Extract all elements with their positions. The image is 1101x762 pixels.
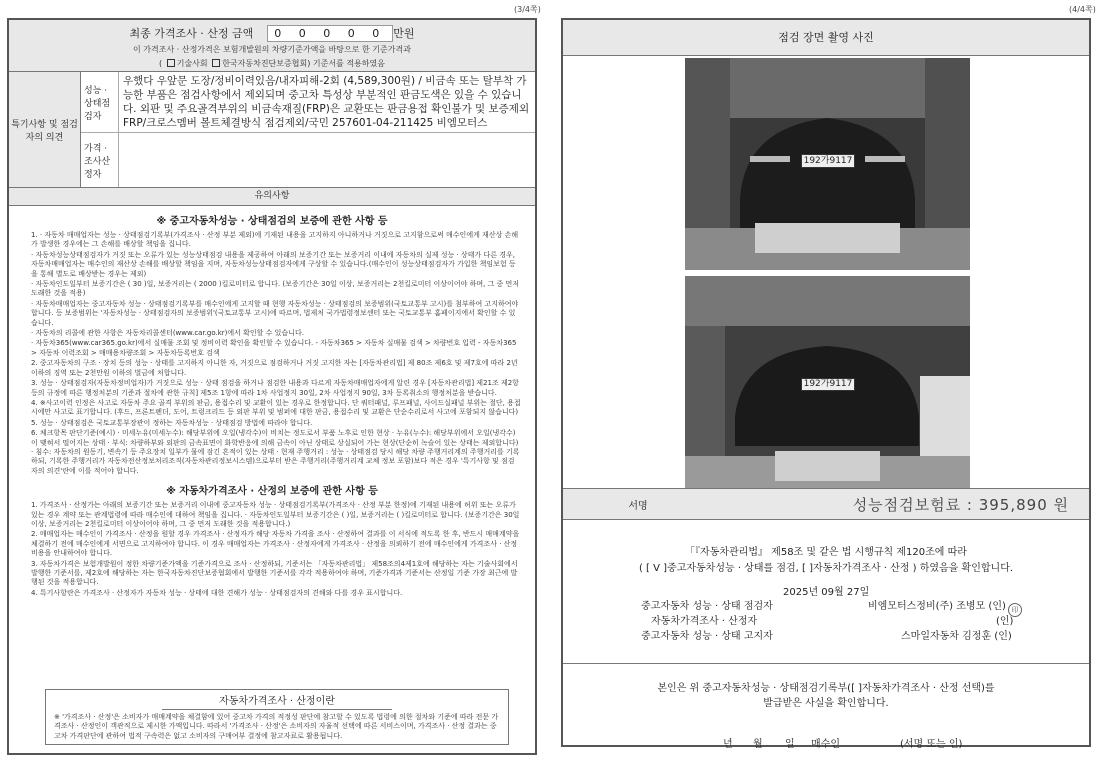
summary-amount: 0 0 0 0 0	[267, 25, 393, 42]
checkbox-icon	[167, 59, 175, 67]
notice-item: 5. 성능 · 상태점검은 국토교통부장관이 정하는 자동차성능 · 상태점검 방법에 따라야 합니다.	[31, 418, 313, 427]
section1-list	[9, 231, 535, 476]
signature-row	[563, 488, 1089, 520]
license-plate-2: 192가9117	[801, 378, 855, 391]
special-notes	[9, 72, 535, 188]
notice-item: 2. 매매업자는 매수인이 가격조사 · 산정을 원할 경우 가격조사 · 산정자가 해당 자동차 가격을 조사 · 산정하여 결과를 이 서식에 적도록 한 후, 반드시 매매계약을 체결하기 전에 매수인에게 서면으로 고지하여야 합니다. 이 경우 매매업자는 가격조사 · 산정자에게 가격조사 · 산정을 의뢰하기 전에 매수인에게 가격조사 · 산정 비용을 안내하여야 합니다.	[31, 530, 520, 558]
summary-label: 최종 가격조사 · 산정 금액	[129, 27, 254, 40]
notice-item: 4. ※사고이력 인정은 사고로 자동차 주요 골격 부위의 판금, 용접수리 및 교환이 있는 경우로 한정합니다. 단 쿼터패널, 루프패널, 사이드실패널 부위는 절단, 용접 시에만 사고로 표기합니다. (후드, 프론트펜더, 도어, 트렁크리드 등 외판 부위 및 범퍼에 대한 판금, 용접수리 및 교환은 단순수리로서 사고에 포함되지 않습니다)	[31, 398, 521, 417]
section2-title: ※ 자동차가격조사 · 산정의 보증에 관한 사항 등	[166, 486, 378, 498]
notice-item: 4. 특기사항란은 가격조사 · 산정자가 자동차 성능 · 상태에 대한 견해가 성능 · 상태점검자의 견해와 다를 경우 표시합니다.	[31, 588, 403, 597]
insurance-fee: 성능점검보험료 : 395,890 원	[852, 495, 1069, 514]
signer-name-2: (인)	[996, 616, 1014, 627]
appraiser-label: 가격 · 조사산정자	[81, 133, 119, 187]
signer-role-2: 자동차가격조사 · 산정자	[651, 616, 758, 627]
notice-item: 6. 체크항목 판단기준(예시) · 미세누유(미세누수): 해당부위에 오일(냉각수)이 비치는 정도로서 부품 노후로 인한 현상 · 누유(누수): 해당부위에서 오일(냉각수)이 맺혀서 떨어지는 상태 · 부식: 차량하부와 외판의 금속표면이 화학반응에 의해 금속이 아닌 상태로 상실되어 가는 현상(단순히 녹슬어 있는 상태는 제외합니다) · 침수: 자동차의 원동기, 변속기 등 주요장치 일부가 물에 잠긴 흔적이 있는 상태 · 현재 주행거리 : 성능 · 상태점검 당시 해당 차량 주행거리계의 주행거리를 기록하되, 기록한 주행거리가 자동차전산정보처리조직(자동차관리정보시스템)으로부터 받은 주행거리(주행거리계 교체 정보 포함)보다 적은 경우 '특기사항 및 점검자의 의견'란에 이를 적어야 합니다.	[31, 429, 520, 475]
receipt-confirmation	[563, 663, 1089, 750]
month-label: 월	[753, 739, 763, 750]
checkbox-icon	[212, 59, 220, 67]
signer-name-1: 비엠모터스정비(주) 조병모 (인) 印	[868, 597, 1022, 617]
issue-date: 2025년 09월 27일	[783, 587, 870, 598]
inspector-label: 성능 · 상태점검자	[81, 72, 119, 132]
notice-item: 3. 자동차가격은 보험개발원이 정한 차량기준가액을 기준가격으로 조사 · 산정하되, 기준서는 「자동차관리법」 제58조의4제1호에 해당하는 자는 기술사회에서 발행한 기준서를, 제2호에 해당하는 자는 한국자동차진단보증협회에서 발행한 기준서를 각각 적용하여야 하며, 기준가격과 기준서는 산정일 기준 가장 최근에 발행된 것을 적용합니다.	[31, 559, 518, 587]
law-line-2: ( [ V ]중고자동차성능 · 상태를 점검, [ ]자동차가격조사 · 산정 ) 하였음을 확인합니다.	[638, 563, 1014, 574]
left-page	[7, 18, 537, 755]
definition-title: 자동차가격조사 · 산정이란	[162, 690, 392, 710]
page-number-left: (3/4쪽)	[514, 5, 541, 14]
photo-section-title: 점검 장면 촬영 사진	[563, 20, 1089, 56]
signer-name-3: 스마일자동차 김정훈 (인)	[901, 631, 1012, 642]
summary-note-2: ( 기술사회 한국자동차진단보증협회) 기준서를 적용하였음	[159, 59, 385, 68]
notice-item: · 자동차의 리콜에 관한 사항은 자동차리콜센터(www.car.go.kr)에서 확인할 수 있습니다.	[31, 329, 304, 338]
seal-icon: 印	[1008, 603, 1022, 617]
notice-item: 1. 가격조사 · 산정가는 아래의 보증기간 또는 보증거리 이내에 중고자동차 성능 · 상태점검기록부(가격조사 · 산정 부분 한정)에 기재된 내용에 허위 또는 오류가 있는 경우 계약 또는 관계법령에 따라 매수인에 대하여 책임을 집니다. · 자동차인도일부터 보증기간은 ( )일, 보증거리는 ( )킬로미터로 합니다. (보증기간은 30일 이상, 보증거리는 2천킬로미터 이상이어야 하며, 그 중 먼저 도래한 것을 적용합니다.)	[31, 501, 520, 528]
buyer-label: 매수인	[811, 739, 840, 750]
notice-item: · 자동차성능상태점검자가 거짓 또는 오류가 있는 성능상태점검 내용을 제공하여 아래의 보증기간 또는 보증거리 이내에 자동차의 실제 성능 · 상태가 다른 경우, 자동차매매업자는 매수인의 재산상 손해를 배상할 책임을 지며, 자동차성능상태점검자에게 구상할 수 있습니다.(매수인이 성능상태점검자가 가입한 책임보험 등을 통해 별도로 배상받는 경우는 제외)	[31, 250, 516, 278]
right-page	[561, 18, 1091, 750]
license-plate-1: 192가9117	[801, 154, 855, 168]
summary-unit: 만원	[393, 27, 415, 40]
signer-role-3: 중고자동차 성능 · 상태 고지자	[641, 631, 773, 642]
inspector-opinion: 우했다 우앞문 도장/정비이력있음/내자피해-2회 (4,589,300원) / 비금속 또는 탈부착 가능한 부품은 점검사항에서 제외되며 중고차 특성상 부분적인 판금도색은 있을 수 있습니다. 외판 및 주요골격부위의 비금속재질(FRP)은 교환또는 판금용접 확인불가 및 보증제외 FRP/크로스멤버 볼트체결방식 점검제외/국민 257601-04-211425 비엠모터스	[123, 75, 530, 129]
notice-title: 유의사항	[9, 188, 535, 206]
summary-note-1: 이 가격조사 · 산정가격은 보험개발원의 차량기준가액을 바탕으로 한 기준가격과	[133, 45, 411, 54]
year-label: 년	[723, 739, 733, 750]
receipt-line-1: 본인은 위 중고자동차성능 · 상태점검기록부([ ]자동차가격조사 · 산정 선택)를	[657, 683, 995, 694]
special-label: 특기사항 및 점검자의 의견	[9, 72, 81, 187]
signer-role-1: 중고자동차 성능 · 상태 점검자	[641, 601, 773, 612]
notice-item: 2. 중고자동차의 구조 · 장치 등의 성능 · 상태를 고지하지 아니한 자, 거짓으로 점검하거나 거짓 고지한 자는 [자동차관리법] 제 80조 제6호 및 제7호에 따라 2년 이하의 징역 또는 2천만원 이하의 벌금에 처합니다.	[31, 359, 518, 377]
notice-item: 3. 성능 · 상태점검자(자동차정비업자)가 거짓으로 성능 · 상태 점검을 하거나 점검한 내용과 다르게 자동차매매업자에게 알린 경우 [자동차관리법] 제21조 제2항 등의 규정에 따른 행정처분의 기준과 절차에 관한 규칙] 제5조 1항에 따라 1차 사업정지 30일, 2차 사업정지 90일, 3차 등록취소의 행정처분을 받습니다.	[31, 379, 519, 397]
day-label: 일	[785, 739, 795, 750]
receipt-line-2: 발급받은 사실을 확인합니다.	[763, 698, 889, 709]
notice-item: · 자동차365(www.car365.go.kr)에서 실매물 조회 및 정비이력 확인을 확인할 수 있습니다. - 자동차365 > 자동차 실매물 검색 > 차량번호 입력 - 자동차365 > 자동차 이력조회 > 매매용차량조회 > 자동차등록번호 검색	[31, 339, 517, 357]
notice-item: 1. · 자동차 매매업자는 성능 · 상태점검기록부(가격조사 · 산정 부분 제외)에 기재된 내용을 고지하지 아니하거나 거짓으로 고지함으로써 매수인에게 재산상 손해가 발생한 경우에는 그 손해를 배상할 책임을 집니다.	[31, 231, 519, 249]
law-statement	[563, 545, 1089, 577]
page-number-right: (4/4쪽)	[1069, 5, 1096, 14]
notice-item: · 자동차매매업자는 중고자동차 성능 · 상태점검기록부를 매수인에게 고지할 때 현행 자동차성능 · 상태점검의 보증범위(국토교통부 고시)를 첨부하여 고지하여야 합니다. 등 보증범위는 '자동차성능 · 상태점검자의 보증범위'(국토교통부 고시)에 따르며, 법제처 국가법령정보센터 또는 국토교통부 홈페이지에서 확인할 수 있습니다.	[31, 299, 519, 327]
section1-title: ※ 중고자동차성능 · 상태점검의 보증에 관한 사항 등	[156, 216, 388, 227]
signature-label: 서명	[628, 500, 648, 512]
price-summary	[9, 20, 535, 72]
appraiser-opinion	[119, 133, 535, 187]
notice-item: · 자동차인도일부터 보증기간은 ( 30 )일, 보증거리는 ( 2000 )킬로미터로 합니다. (보증기간은 30일 이상, 보증거리는 2천킬로미터 이상이어야 하며, 그 중 먼저 도래한 것을 적용)	[31, 280, 520, 298]
definition-box	[45, 689, 509, 745]
section2-list	[9, 501, 535, 598]
definition-text: ※ '가격조사 · 산정'은 소비자가 매매계약을 체결함에 있어 중고차 가격의 적정성 판단에 참고할 수 있도록 법령에 의한 절차와 기준에 따라 전문 가격조사 · 산정인이 객관적으로 제시한 가액입니다. 따라서 '가격조사 · 산정'은 소비자의 자율적 선택에 따른 서비스이며, 가격조사 · 산정 결과는 중고차 가격판단에 관하여 법적 구속력은 없고 소비자의 구매여부 결정에 참고자료로 활용됩니다.	[54, 712, 499, 740]
buyer-sign: (서명 또는 인)	[900, 739, 963, 750]
law-line-1: 「『자동차관리법』 제58조 및 같은 법 시행규칙 제120조에 따라	[685, 547, 967, 558]
